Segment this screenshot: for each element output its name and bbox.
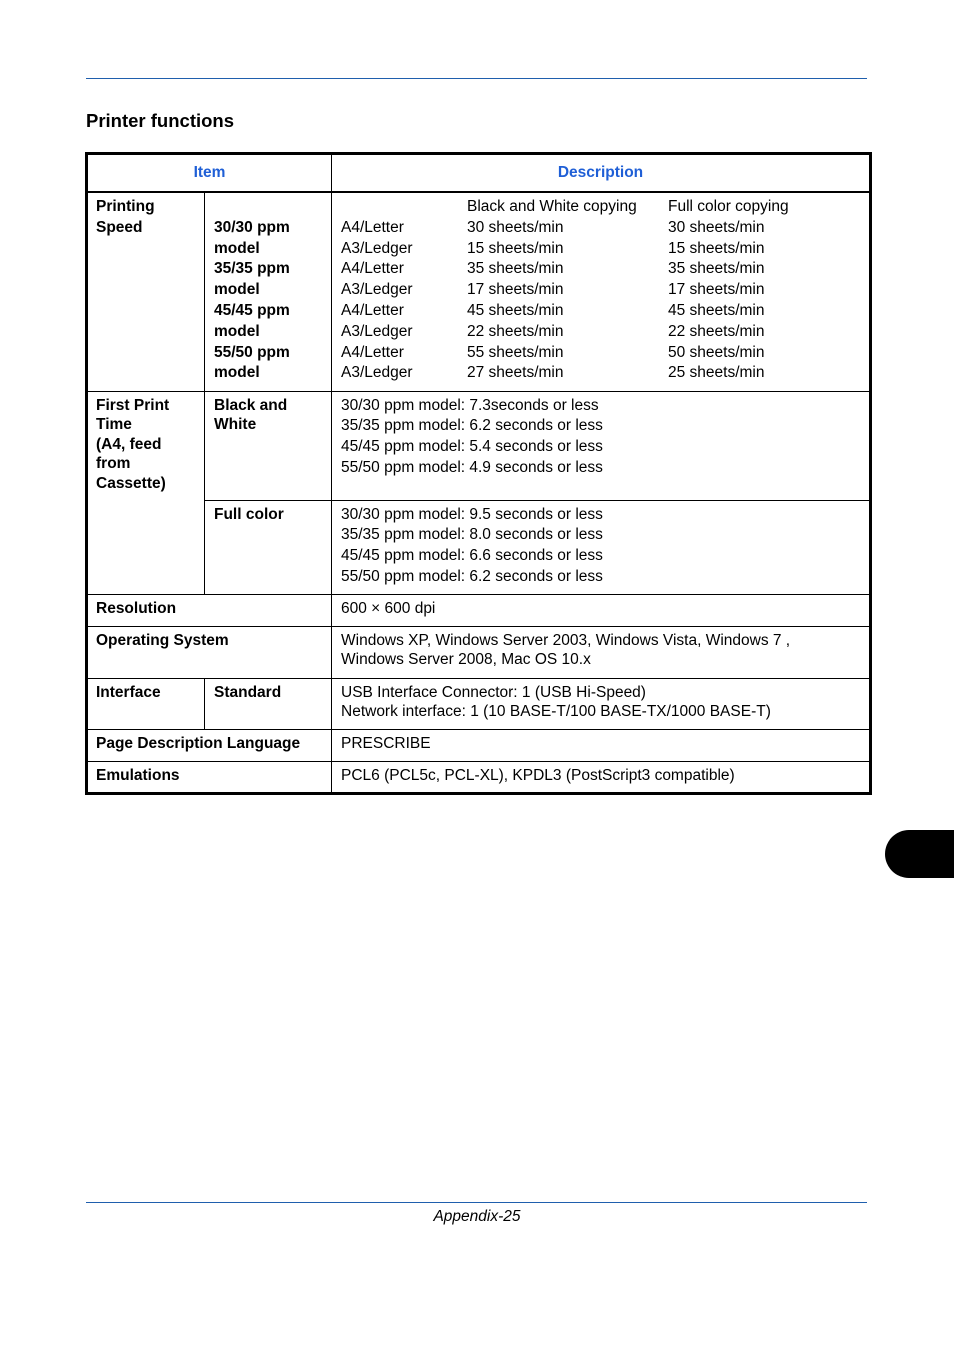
bw-speed: 35 sheets/min	[467, 260, 564, 278]
table-row	[87, 729, 871, 761]
paper-size: A3/Ledger	[341, 239, 413, 257]
first-print-label	[87, 391, 205, 594]
paper-size: A4/Letter	[341, 218, 404, 236]
table-row	[87, 500, 871, 594]
pdl-label: Page Description Language	[87, 729, 332, 761]
bw-speed: 55 sheets/min	[467, 343, 564, 361]
first-print-value: 30/30 ppm model: 7.3seconds or less	[341, 396, 599, 414]
first-print-value: 45/45 ppm model: 5.4 seconds or less	[341, 438, 603, 456]
color-speed: 30 sheets/min	[668, 218, 765, 236]
interface-value-line: USB Interface Connector: 1 (USB Hi-Speed)	[341, 683, 646, 701]
interface-value-line: Network interface: 1 (10 BASE-T/100 BASE-TX/1000 BASE-T)	[341, 703, 771, 721]
printing-speed-label-text: Printing Speed	[96, 198, 155, 236]
table-row	[87, 391, 871, 500]
first-print-value: 35/35 ppm model: 6.2 seconds or less	[341, 417, 603, 435]
color-speed: 45 sheets/min	[668, 301, 765, 319]
paper-size: A4/Letter	[341, 343, 404, 361]
bw-column-header: Black and White copying	[467, 198, 637, 215]
model-label: 35/35 ppm model	[214, 260, 290, 299]
model-label: 45/45 ppm model	[214, 301, 290, 340]
first-print-label-line: Time	[96, 416, 132, 433]
interface-value	[332, 678, 871, 729]
emulations-label: Emulations	[87, 761, 332, 794]
paper-size: A3/Ledger	[341, 322, 413, 340]
table-row	[87, 192, 871, 391]
printing-speed-values	[332, 192, 871, 391]
spec-table	[85, 152, 872, 795]
bw-speed: 30 sheets/min	[467, 218, 564, 236]
color-column-header: Full color copying	[668, 198, 789, 215]
bottom-rule	[86, 1202, 867, 1203]
paper-size: A4/Letter	[341, 260, 404, 278]
bw-first-print-values	[332, 391, 871, 500]
interface-sublabel: Standard	[205, 678, 332, 729]
model-label: 30/30 ppm model	[214, 218, 290, 257]
os-value	[332, 626, 871, 678]
first-print-value: 30/30 ppm model: 9.5 seconds or less	[341, 505, 603, 523]
first-print-label-line: from	[96, 455, 131, 472]
printing-speed-models	[205, 192, 332, 391]
table-row	[87, 761, 871, 794]
bw-speed: 17 sheets/min	[467, 281, 564, 299]
paper-size: A3/Ledger	[341, 364, 413, 382]
color-speed: 50 sheets/min	[668, 343, 765, 361]
os-value-line: Windows Server 2008, Mac OS 10.x	[341, 651, 591, 669]
table-header-row	[87, 154, 871, 193]
interface-label: Interface	[87, 678, 205, 729]
printing-speed-label	[87, 192, 205, 391]
first-print-label-line: First Print	[96, 396, 170, 414]
first-print-value: 55/50 ppm model: 4.9 seconds or less	[341, 458, 603, 476]
color-speed: 35 sheets/min	[668, 260, 765, 278]
color-sublabel: Full color	[205, 500, 332, 594]
bw-speed: 22 sheets/min	[467, 322, 564, 340]
resolution-label: Resolution	[87, 594, 332, 626]
bw-speed: 15 sheets/min	[467, 239, 564, 257]
top-rule	[86, 78, 867, 79]
bw-speed: 27 sheets/min	[467, 364, 564, 382]
color-speed: 22 sheets/min	[668, 322, 765, 340]
color-speed: 25 sheets/min	[668, 364, 765, 382]
os-label: Operating System	[87, 626, 332, 678]
os-value-line: Windows XP, Windows Server 2003, Windows Vista, Windows 7 ,	[341, 631, 791, 649]
color-first-print-values	[332, 500, 871, 594]
first-print-value: 45/45 ppm model: 6.6 seconds or less	[341, 547, 603, 565]
bw-speed: 45 sheets/min	[467, 301, 564, 319]
emulations-value: PCL6 (PCL5c, PCL-XL), KPDL3 (PostScript3 compatible)	[332, 761, 871, 794]
paper-size: A3/Ledger	[341, 281, 413, 299]
page-footer: Appendix-25	[433, 1208, 521, 1225]
pdl-value: PRESCRIBE	[332, 729, 871, 761]
first-print-label-line: Cassette)	[96, 474, 166, 492]
table-row	[87, 678, 871, 729]
chapter-tab	[885, 830, 954, 878]
model-label: 55/50 ppm model	[214, 343, 290, 382]
first-print-value: 35/35 ppm model: 8.0 seconds or less	[341, 526, 603, 544]
color-speed: 17 sheets/min	[668, 281, 765, 299]
first-print-value: 55/50 ppm model: 6.2 seconds or less	[341, 567, 603, 585]
section-title: Printer functions	[86, 110, 235, 131]
header-item: Item	[87, 154, 332, 193]
bw-sublabel-line: Black and	[214, 396, 288, 414]
paper-size: A4/Letter	[341, 301, 404, 319]
resolution-value: 600 × 600 dpi	[332, 594, 871, 626]
first-print-label-line: (A4, feed	[96, 435, 162, 453]
table-row	[87, 594, 871, 626]
color-speed: 15 sheets/min	[668, 239, 765, 257]
header-description: Description	[332, 154, 871, 193]
bw-sublabel	[205, 391, 332, 500]
bw-sublabel-line: White	[214, 416, 257, 433]
table-row	[87, 626, 871, 678]
speed-grid	[341, 197, 860, 384]
